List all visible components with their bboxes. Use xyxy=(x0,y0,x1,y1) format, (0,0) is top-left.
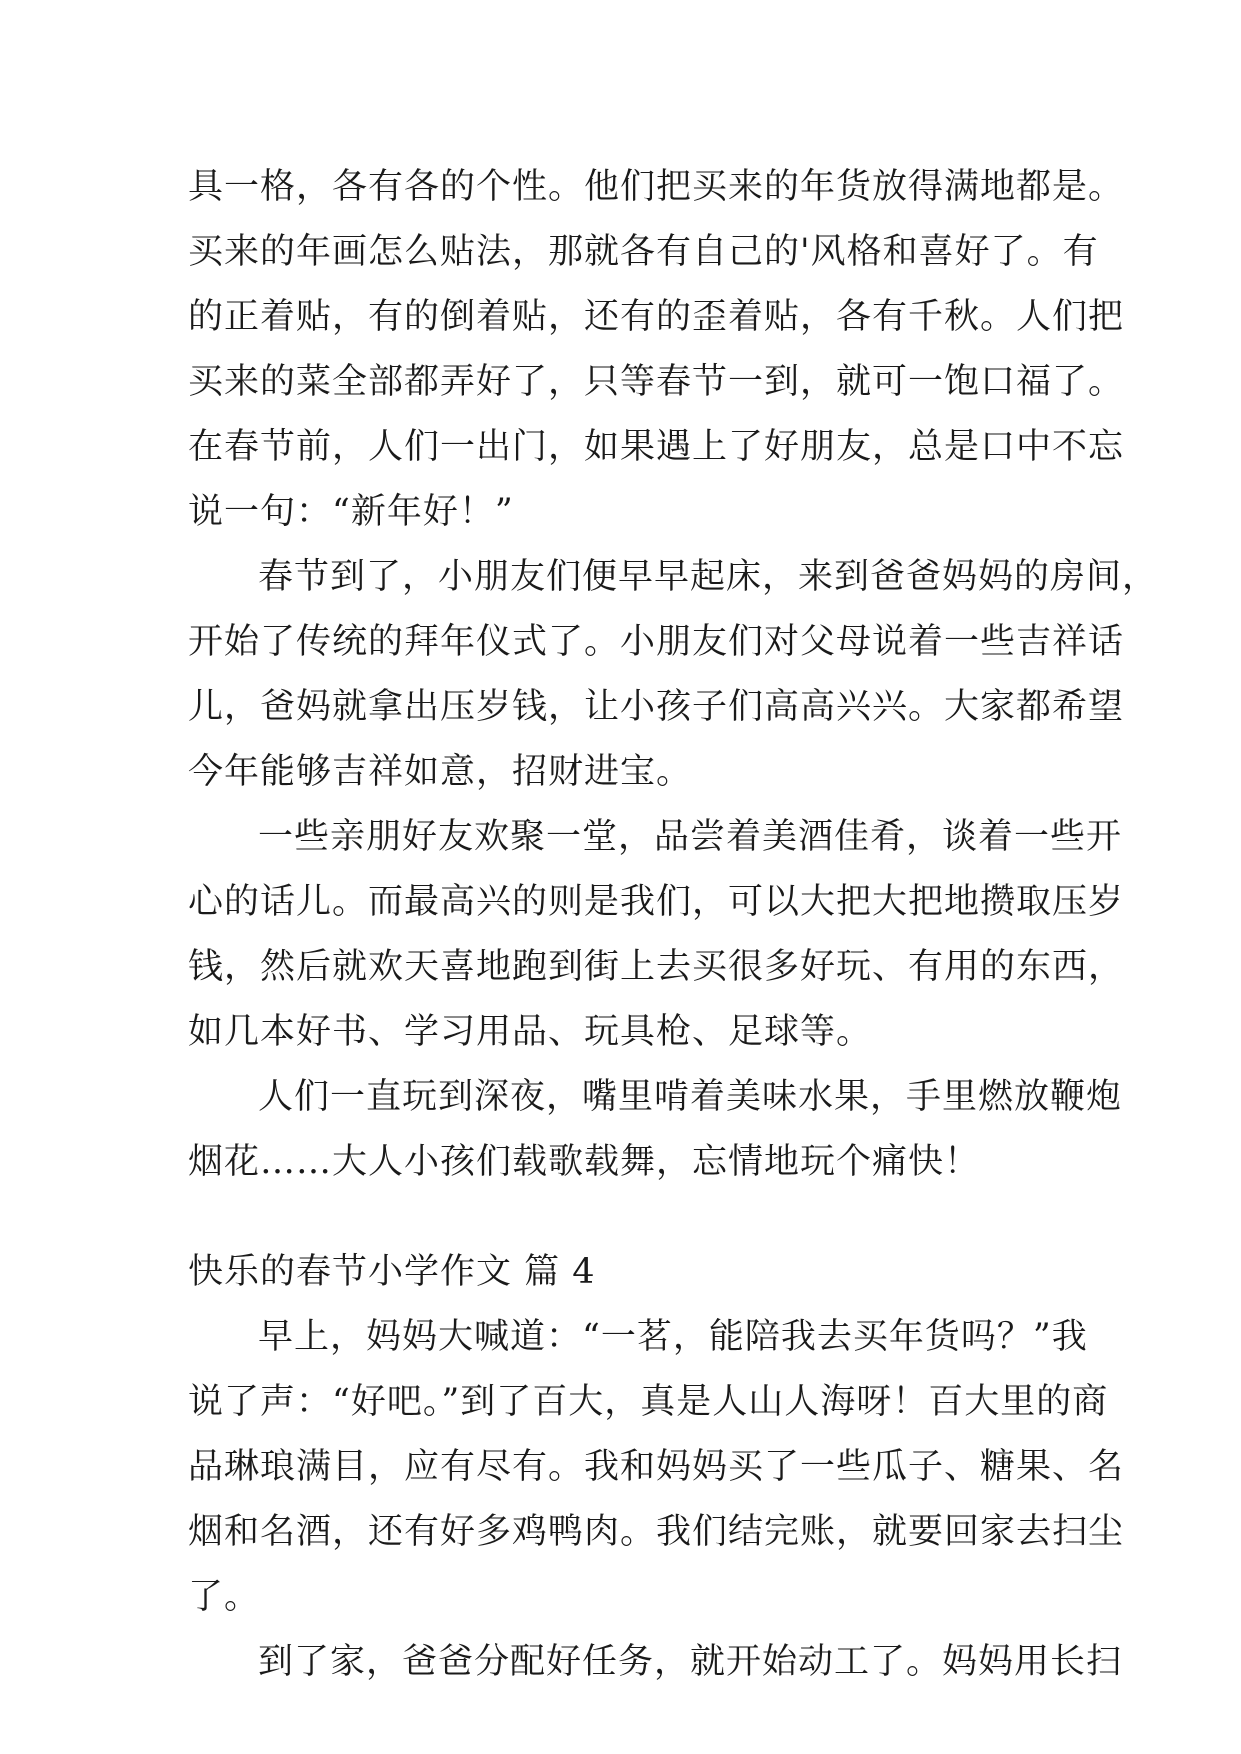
paragraph xyxy=(188,155,1125,545)
section-heading: 快乐的春节小学作文 篇 4 xyxy=(188,1252,596,1292)
text-line: 烟花……大人小孩们载歌载舞，忘情地玩个痛快！ xyxy=(188,1142,981,1182)
text-line: 说一句：“新年好！” xyxy=(188,492,514,532)
text-line: 说了声：“好吧。”到了百大，真是人山人海呀！百大里的商 xyxy=(188,1382,1109,1422)
text-line: 早上，妈妈大喊道：“一茗，能陪我去买年货吗？”我 xyxy=(258,1317,1088,1357)
text-line: 在春节前，人们一出门，如果遇上了好朋友，总是口中不忘 xyxy=(188,427,1125,467)
paragraph xyxy=(188,1630,1123,1695)
text-line: 了。 xyxy=(188,1577,261,1617)
paragraph xyxy=(188,1305,1125,1630)
text-line: 开始了传统的拜年仪式了。小朋友们对父母说着一些吉祥话 xyxy=(188,622,1125,662)
text-line: 品琳琅满目，应有尽有。我和妈妈买了一些瓜子、糖果、名 xyxy=(188,1447,1125,1487)
text-line: 春节到了，小朋友们便早早起床，来到爸爸妈妈的房间， xyxy=(258,557,1159,597)
text-line: 今年能够吉祥如意，招财进宝。 xyxy=(188,752,693,792)
text-line: 心的话儿。而最高兴的则是我们，可以大把大把地攒取压岁 xyxy=(188,882,1125,922)
text-line: 买来的菜全部都弄好了，只等春节一到，就可一饱口福了。 xyxy=(188,362,1125,402)
text-line: 的正着贴，有的倒着贴，还有的歪着贴，各有千秋。人们把 xyxy=(188,297,1125,337)
section-spacer xyxy=(188,1195,1068,1240)
text-line: 一些亲朋好友欢聚一堂，品尝着美酒佳肴，谈着一些开 xyxy=(258,817,1123,857)
text-line: 烟和名酒，还有好多鸡鸭肉。我们结完账，就要回家去扫尘 xyxy=(188,1512,1125,1552)
paragraph xyxy=(188,1065,1123,1195)
text-line: 到了家，爸爸分配好任务，就开始动工了。妈妈用长扫 xyxy=(258,1642,1123,1682)
document-body xyxy=(188,155,1159,1695)
text-line: 儿，爸妈就拿出压岁钱，让小孩子们高高兴兴。大家都希望 xyxy=(188,687,1125,727)
paragraph xyxy=(188,805,1125,1065)
text-line: 人们一直玩到深夜，嘴里啃着美味水果，手里燃放鞭炮 xyxy=(258,1077,1123,1117)
paragraph xyxy=(188,545,1159,805)
text-line: 买来的年画怎么贴法，那就各有自己的'风格和喜好了。有 xyxy=(188,232,1099,272)
text-line: 具一格，各有各的个性。他们把买来的年货放得满地都是。 xyxy=(188,167,1125,207)
text-line: 如几本好书、学习用品、玩具枪、足球等。 xyxy=(188,1012,873,1052)
text-line: 钱，然后就欢天喜地跑到街上去买很多好玩、有用的东西， xyxy=(188,947,1125,987)
